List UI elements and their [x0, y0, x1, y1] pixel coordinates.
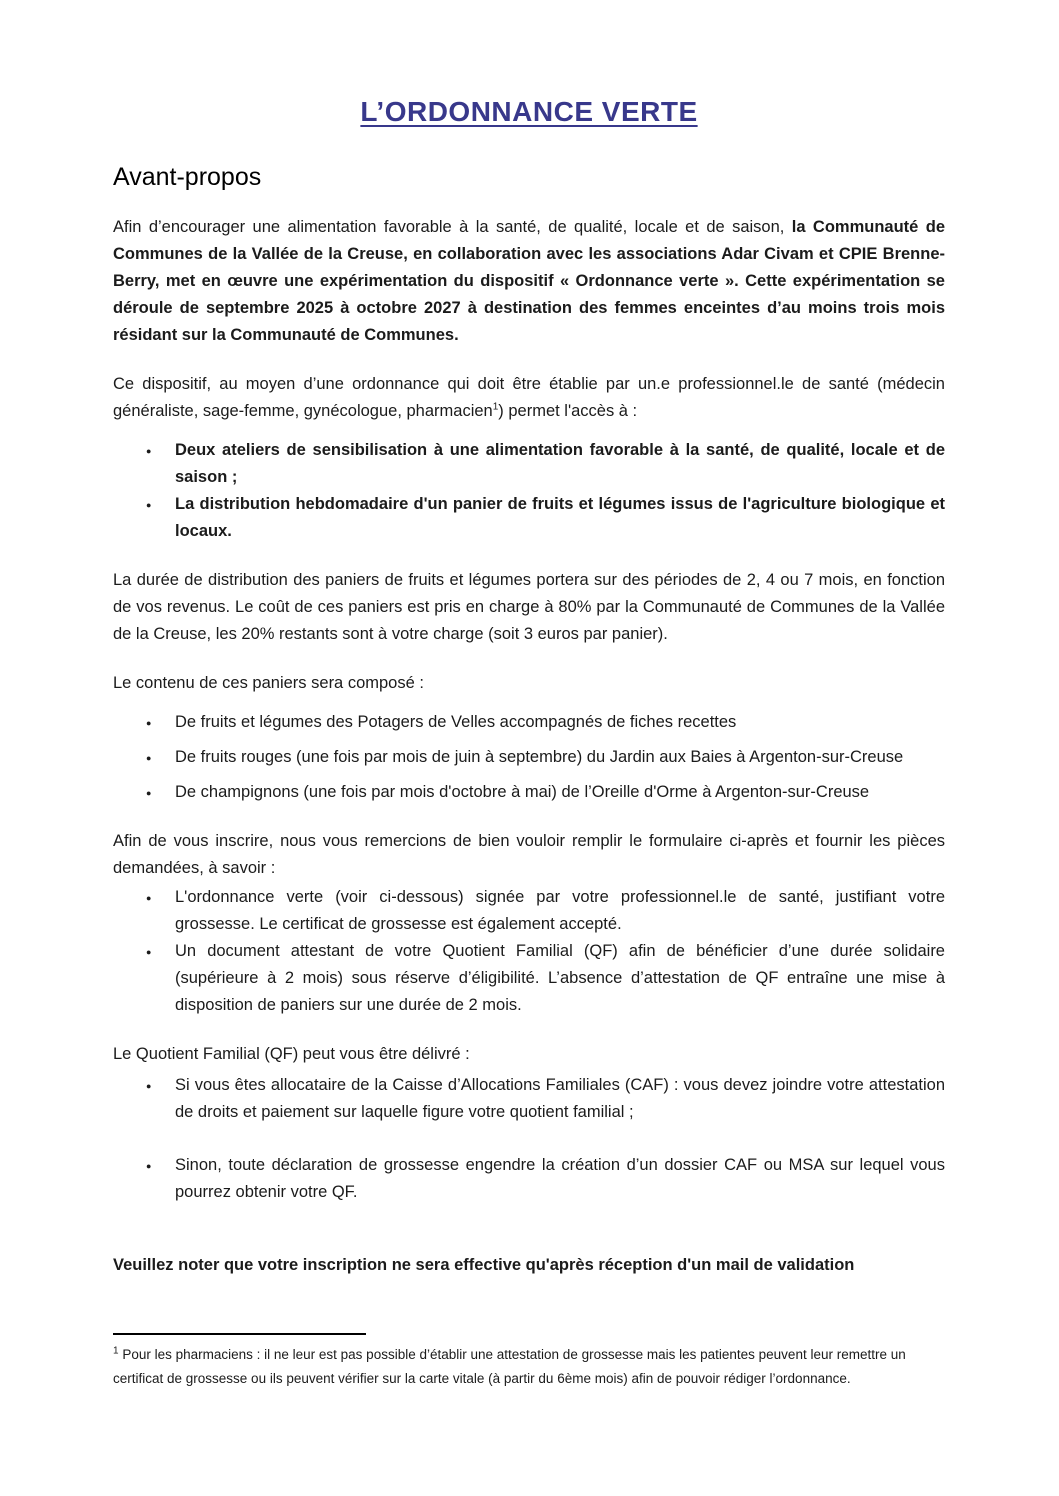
dispositif-text-after-ref: ) permet l'accès à :	[498, 402, 638, 420]
validation-note: Veuillez noter que votre inscription ne sera effective qu'après réception d'un mail de validation	[113, 1256, 855, 1274]
quotient-intro: Le Quotient Familial (QF) peut vous être délivré :	[113, 1045, 470, 1063]
contents-intro: Le contenu de ces paniers sera composé :	[113, 674, 424, 692]
registration-intro: Afin de vous inscrire, nous vous remercions de bien vouloir remplir le formulaire ci-après et fournir les pièces demandées, à savoir :	[113, 832, 945, 877]
quotient-bullet-list	[113, 1072, 945, 1206]
list-item: ● De champignons (une fois par mois d'octobre à mai) de l’Oreille d'Orme à Argenton-sur-Creuse	[113, 779, 945, 806]
list-item: ● De fruits rouges (une fois par mois de juin à septembre) du Jardin aux Baies à Argenton-sur-Creuse	[113, 744, 945, 771]
dispositif-paragraph	[113, 371, 945, 425]
list-item: ● La distribution hebdomadaire d'un panier de fruits et légumes issus de l'agriculture biologique et locaux.	[113, 491, 945, 545]
access-bullet-list	[113, 437, 945, 545]
document-title-text: L’ORDONNANCE VERTE	[360, 96, 698, 127]
document-title	[113, 96, 945, 128]
footnote-body: Pour les pharmaciens : il ne leur est pas possible d’établir une attestation de grossesse mais les patientes peuvent leur remettre un certificat de grossesse ou ils peuvent vérifier sur la carte vitale (à partir du 6ème mois) afin de pouvoir rédiger l’ordonnance.	[113, 1347, 906, 1386]
section-heading-avant-propos: Avant-propos	[113, 163, 262, 191]
contents-bullet-list	[113, 709, 945, 806]
list-item: ● Un document attestant de votre Quotient Familial (QF) afin de bénéficier d’une durée solidaire (supérieure à 2 mois) sous réserve d’éligibilité. L’absence d’attestation de QF entraîne une mise à disposition de paniers sur une durée de 2 mois.	[113, 938, 945, 1019]
duration-paragraph: La durée de distribution des paniers de fruits et légumes portera sur des périodes de 2, 4 ou 7 mois, en fonction de vos revenus. Le coût de ces paniers est pris en charge à 80% par la Communauté de Communes de la Vallée de la Creuse, les 20% restants sont à votre charge (soit 3 euros par panier).	[113, 571, 945, 643]
list-item: ● Sinon, toute déclaration de grossesse engendre la création d’un dossier CAF ou MSA sur lequel vous pourrez obtenir votre QF.	[113, 1152, 945, 1206]
list-item: ● Deux ateliers de sensibilisation à une alimentation favorable à la santé, de qualité, locale et de saison ;	[113, 437, 945, 491]
registration-bullet-list	[113, 884, 945, 1019]
list-item: ● De fruits et légumes des Potagers de Velles accompagnés de fiches recettes	[113, 709, 945, 736]
list-item: ● Si vous êtes allocataire de la Caisse d’Allocations Familiales (CAF) : vous devez joindre votre attestation de droits et paiement sur laquelle figure votre quotient familial ;	[113, 1072, 945, 1126]
footnote-separator	[113, 1333, 366, 1335]
footnote-text	[113, 1343, 945, 1391]
footnote-section	[113, 1333, 945, 1391]
footnote-reference-mark: 1	[492, 401, 499, 413]
list-item: ● L'ordonnance verte (voir ci-dessous) signée par votre professionnel.le de santé, justifiant votre grossesse. Le certificat de grossesse est également accepté.	[113, 884, 945, 938]
footnote-number: 1	[113, 1345, 119, 1357]
dispositif-text-before-ref: Ce dispositif, au moyen d’une ordonnance qui doit être établie par un.e professionnel.le de santé (médecin généraliste, sage-femme, gynécologue, pharmacien	[113, 375, 945, 420]
intro-paragraph-normal: Afin d’encourager une alimentation favorable à la santé, de qualité, locale et de saison,	[113, 218, 792, 236]
intro-paragraph	[113, 214, 945, 349]
intro-paragraph-bold: la Communauté de Communes de la Vallée de la Creuse, en collaboration avec les associations Adar Civam et CPIE Brenne-Berry, met en œuvre une expérimentation du dispositif « Ordonnance verte ». Cette expérimentation se déroule de septembre 2025 à octobre 2027 à destination des femmes enceintes d’au moins trois mois résidant sur la Communauté de Communes.	[113, 218, 946, 344]
